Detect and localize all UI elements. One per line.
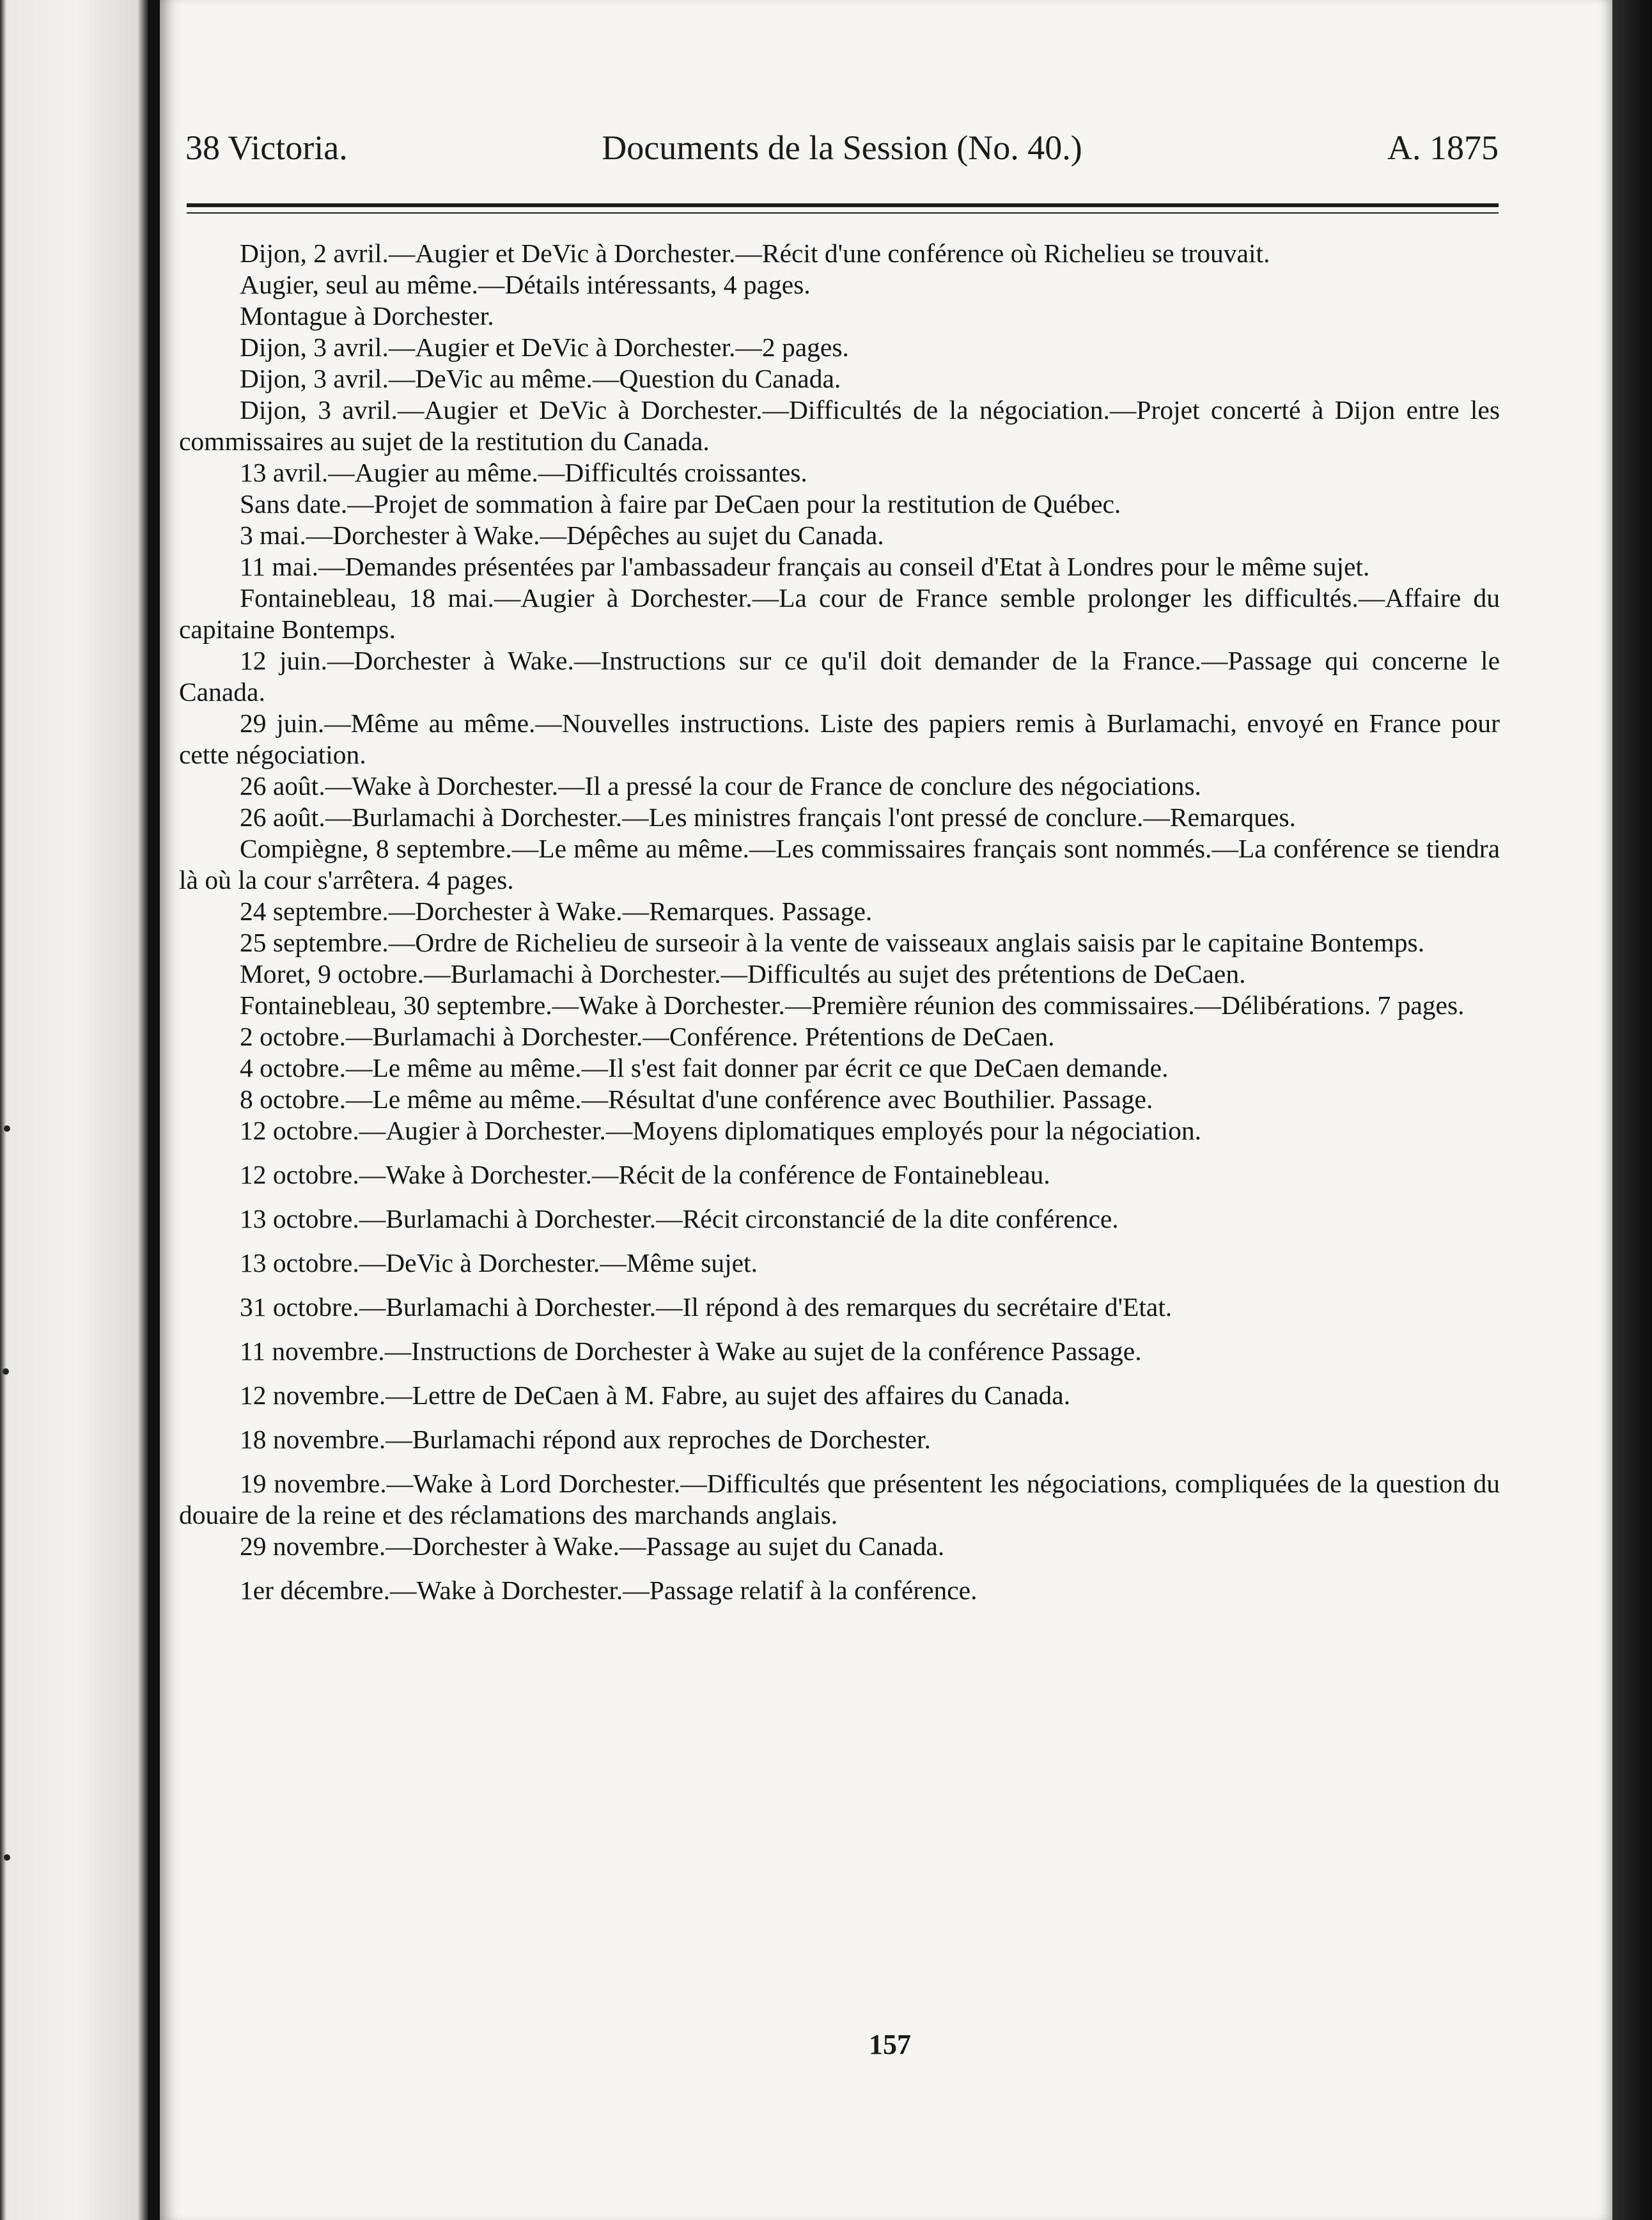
calendar-entry: Fontainebleau, 30 septembre.—Wake à Dorchester.—Première réunion des commissaires.—Délibérations. 7 pages.: [240, 990, 1465, 1020]
calendar-entry: 13 avril.—Augier au même.—Difficultés croissantes.: [240, 458, 807, 487]
calendar-entry: 13 octobre.—Burlamachi à Dorchester.—Récit circonstancié de la dite conférence.: [240, 1204, 1119, 1233]
scan-speck: [4, 1125, 10, 1132]
calendar-entry: 19 novembre.—Wake à Lord Dorchester.—Difficultés que présentent les négociations, compliquées de la question du douaire de la reine et des réclamations des marchands anglais.: [179, 1469, 1500, 1529]
calendar-entry: 26 août.—Wake à Dorchester.—Il a pressé la cour de France de conclure des négociations.: [240, 771, 1201, 801]
calendar-entry: 29 novembre.—Dorchester à Wake.—Passage au sujet du Canada.: [240, 1531, 945, 1561]
adjacent-page-edge: [0, 0, 148, 2220]
calendar-entry: 18 novembre.—Burlamachi répond aux reproches de Dorchester.: [240, 1425, 931, 1454]
scan-speck: [4, 1854, 10, 1861]
calendar-entry: 29 juin.—Même au même.—Nouvelles instructions. Liste des papiers remis à Burlamachi, envoyé en France pour cette négociation.: [179, 708, 1500, 769]
calendar-entry: Fontainebleau, 18 mai.—Augier à Dorchester.—La cour de France semble prolonger les difficultés.—Affaire du capitaine Bontemps.: [179, 583, 1500, 644]
calendar-entry: 4 octobre.—Le même au même.—Il s'est fait donner par écrit ce que DeCaen demande.: [240, 1053, 1169, 1083]
calendar-entry: Sans date.—Projet de sommation à faire par DeCaen pour la restitution de Québec.: [240, 489, 1121, 519]
header-title: Documents de la Session (No. 40.): [602, 129, 1082, 167]
calendar-entry: 12 octobre.—Augier à Dorchester.—Moyens diplomatiques employés pour la négociation.: [240, 1116, 1202, 1145]
calendar-entry: 1er décembre.—Wake à Dorchester.—Passage relatif à la conférence.: [240, 1575, 978, 1605]
calendar-entry: 11 novembre.—Instructions de Dorchester à Wake au sujet de la conférence Passage.: [240, 1336, 1142, 1366]
running-header: [185, 128, 1499, 179]
calendar-entry: 8 octobre.—Le même au même.—Résultat d'une conférence avec Bouthilier. Passage.: [240, 1084, 1153, 1114]
header-rule-thick: [187, 203, 1499, 207]
calendar-entry: 25 septembre.—Ordre de Richelieu de surseoir à la vente de vaisseaux anglais saisis par le capitaine Bontemps.: [240, 928, 1425, 957]
page-number: 157: [869, 2029, 911, 2060]
calendar-entry: 31 octobre.—Burlamachi à Dorchester.—Il répond à des remarques du secrétaire d'Etat.: [240, 1292, 1173, 1322]
header-rule-thin: [187, 212, 1499, 214]
scan-border: [1612, 0, 1652, 2220]
calendar-entry: Montague à Dorchester.: [240, 301, 494, 331]
calendar-entry: 3 mai.—Dorchester à Wake.—Dépêches au sujet du Canada.: [240, 520, 884, 550]
calendar-entry: 11 mai.—Demandes présentées par l'ambassadeur français au conseil d'Etat à Londres pour le même sujet.: [240, 552, 1370, 581]
header-session: 38 Victoria.: [185, 129, 348, 167]
document-body: [179, 238, 1500, 1606]
scan-speck: [3, 1368, 9, 1375]
calendar-entry: 13 octobre.—DeVic à Dorchester.—Même sujet.: [240, 1248, 758, 1278]
calendar-entry: 24 septembre.—Dorchester à Wake.—Remarques. Passage.: [240, 896, 873, 926]
calendar-entry: 12 octobre.—Wake à Dorchester.—Récit de la conférence de Fontainebleau.: [240, 1160, 1050, 1189]
calendar-entry: Dijon, 3 avril.—Augier et DeVic à Dorchester.—Difficultés de la négociation.—Projet concerté à Dijon entre les commissaires au sujet de la restitution du Canada.: [179, 395, 1500, 456]
calendar-entry: 12 novembre.—Lettre de DeCaen à M. Fabre, au sujet des affaires du Canada.: [240, 1380, 1071, 1410]
calendar-entry: 26 août.—Burlamachi à Dorchester.—Les ministres français l'ont pressé de conclure.—Remarques.: [240, 802, 1296, 832]
calendar-entry: Dijon, 2 avril.—Augier et DeVic à Dorchester.—Récit d'une conférence où Richelieu se trouvait.: [240, 238, 1270, 268]
calendar-entry: Dijon, 3 avril.—Augier et DeVic à Dorchester.—2 pages.: [240, 332, 849, 362]
calendar-entry: 2 octobre.—Burlamachi à Dorchester.—Conférence. Prétentions de DeCaen.: [240, 1022, 1055, 1051]
calendar-entry: Dijon, 3 avril.—DeVic au même.—Question du Canada.: [240, 364, 841, 393]
calendar-entry: Augier, seul au même.—Détails intéressants, 4 pages.: [240, 270, 811, 299]
header-year: A. 1875: [1387, 129, 1499, 167]
calendar-entry: Compiègne, 8 septembre.—Le même au même.—Les commissaires français sont nommés.—La conférence se tiendra là où la cour s'arrêtera. 4 pages.: [179, 834, 1500, 895]
calendar-entry: Moret, 9 octobre.—Burlamachi à Dorchester.—Difficultés au sujet des prétentions de DeCaen.: [240, 959, 1246, 989]
calendar-entry: 12 juin.—Dorchester à Wake.—Instructions sur ce qu'il doit demander de la France.—Passage qui concerne le Canada.: [179, 646, 1500, 707]
